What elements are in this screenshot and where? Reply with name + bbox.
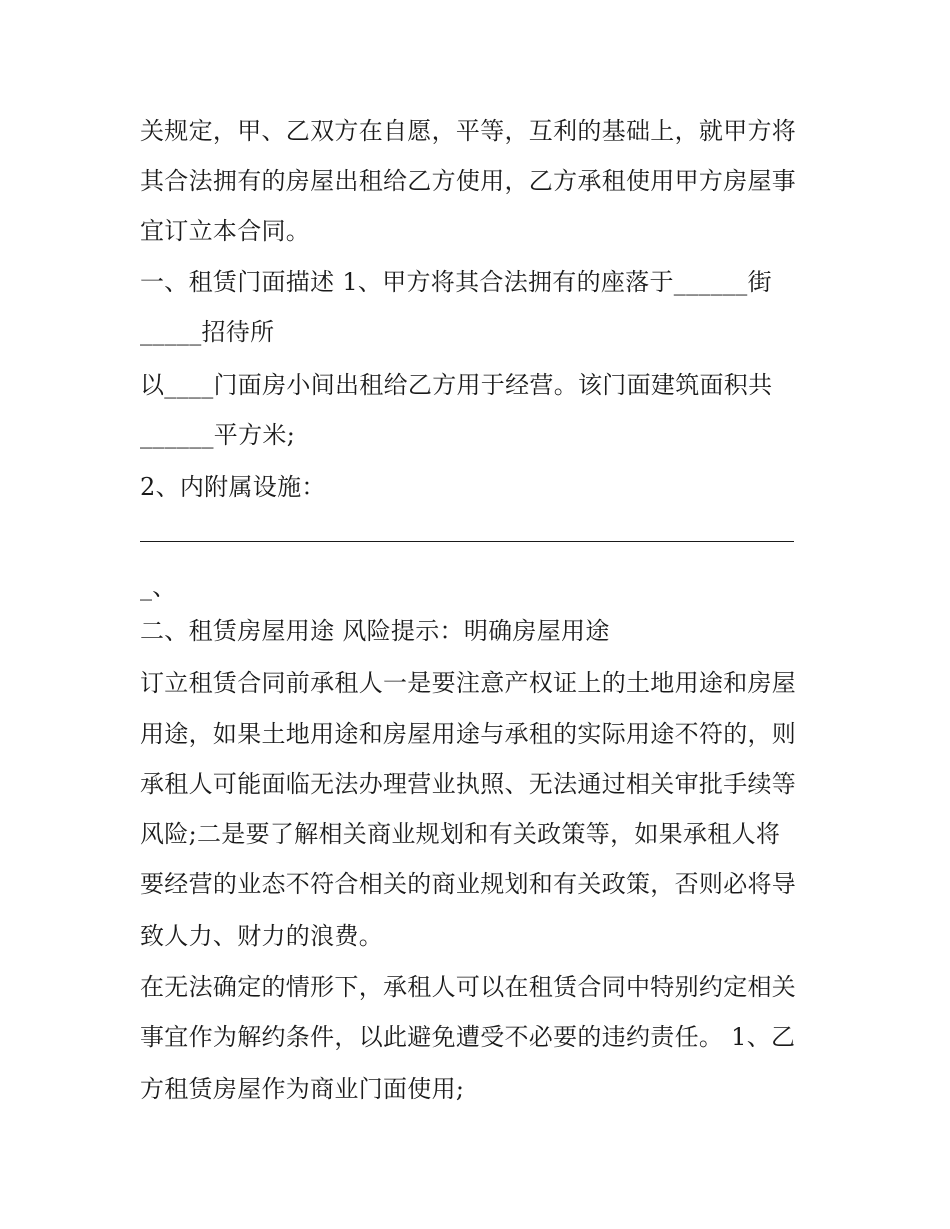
- paragraph-line: 在无法确定的情形下，承租人可以在租赁合同中特别约定相关: [140, 973, 797, 1001]
- paragraph-line: 承租人可能面临无法办理营业执照、无法通过相关审批手续等: [140, 770, 797, 798]
- paragraph-line: 要经营的业态不符合相关的商业规划和有关政策，否则必将导: [140, 870, 797, 898]
- paragraph-line: 其合法拥有的房屋出租给乙方使用，乙方承租使用甲方房屋事: [140, 167, 797, 195]
- paragraph-line: 事宜作为解约条件，以此避免遭受不必要的违约责任。 1、乙: [140, 1023, 796, 1051]
- paragraph-line: 致人力、财力的浪费。: [140, 922, 383, 950]
- paragraph-line: 方租赁房屋作为商业门面使用;: [140, 1075, 465, 1103]
- section-heading-line: 一、租赁门面描述 1、甲方将其合法拥有的座落于______街: [140, 268, 772, 296]
- paragraph-line: 订立租赁合同前承租人一是要注意产权证上的土地用途和房屋: [140, 669, 797, 697]
- fill-in-blank-line: [140, 541, 794, 542]
- paragraph-line: _____招待所: [140, 318, 275, 346]
- paragraph-line: 宜订立本合同。: [140, 217, 311, 245]
- paragraph-line: 用途，如果土地用途和房屋用途与承租的实际用途不符的，则: [140, 720, 797, 748]
- paragraph-line: 关规定，甲、乙双方在自愿，平等，互利的基础上，就甲方将: [140, 117, 797, 145]
- paragraph-line: 2、内附属设施：: [140, 473, 326, 501]
- paragraph-line: 风险;二是要了解相关商业规划和有关政策等，如果承租人将: [140, 820, 781, 848]
- paragraph-line: ______平方米;: [140, 421, 296, 449]
- paragraph-line: 以____门面房小间出租给乙方用于经营。该门面建筑面积共: [140, 371, 773, 399]
- section-heading-line: 二、租赁房屋用途 风险提示：明确房屋用途: [140, 617, 610, 645]
- paragraph-line: _、: [140, 573, 177, 601]
